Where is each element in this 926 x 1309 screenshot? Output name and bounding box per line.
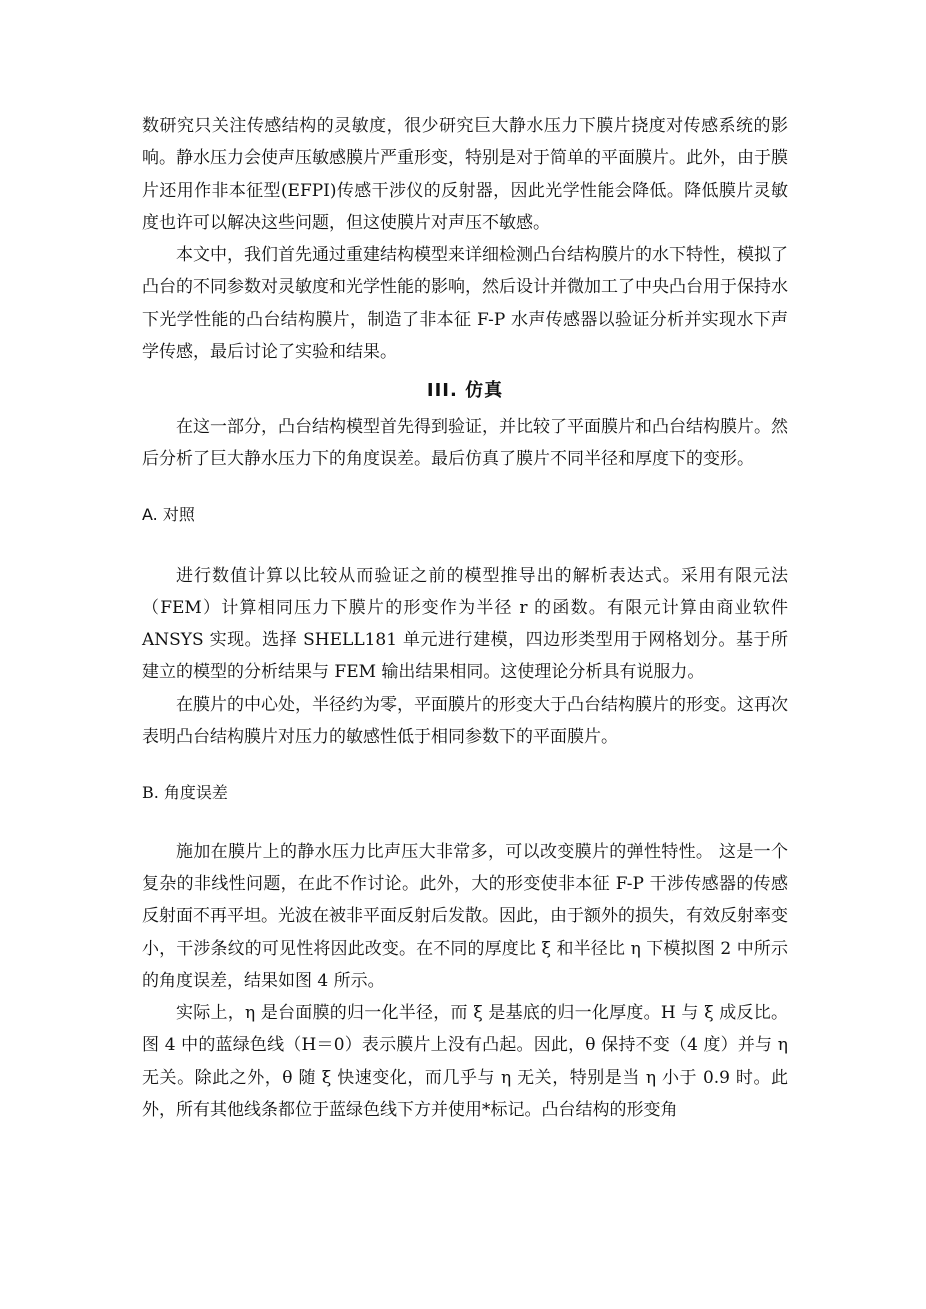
subsection-heading-a: A. 对照: [142, 505, 195, 525]
subsection-heading-b: B. 角度误差: [142, 783, 228, 803]
paper-page: [142, 110, 788, 1126]
section-title-simulation: III. 仿真: [426, 380, 504, 402]
subsection-a-paragraph-2: 在膜片的中心处，半径约为零，平面膜片的形变大于凸台结构膜片的形变。这再次表明凸台结构膜片对压力的敏感性低于相同参数下的平面膜片。: [142, 694, 788, 748]
section-simulation-paragraph: 在这一部分，凸台结构模型首先得到验证，并比较了平面膜片和凸台结构膜片。然后分析了巨大静水压力下的角度误差。最后仿真了膜片不同半径和厚度下的变形。: [142, 416, 788, 469]
subsection-a-paragraph-1: 进行数值计算以比较从而验证之前的模型推导出的解析表达式。采用有限元法（FEM）计算相同压力下膜片的形变作为半径 r 的函数。有限元计算由商业软件 ANSYS 实现。选择 SHELL181 单元进行建模，四边形类型用于网格划分。基于所建立的模型的分析结果与 FEM 输出结果相同。这使理论分析具有说服力。: [142, 565, 788, 683]
subsection-b-paragraph-2: 实际上，η 是台面膜的归一化半径，而 ξ 是基底的归一化厚度。H 与 ξ 成反比。图 4 中的蓝绿色线（H＝0）表示膜片上没有凸起。因此，θ 保持不变（4 度）并与 η 无关。除此之外，θ 随 ξ 快速变化，而几乎与 η 无关，特别是当 η 小于 0.9 时。此外，所有其他线条都位于蓝绿色线下方并使用*标记。凸台结构的形变角: [142, 1003, 788, 1121]
subsection-b-paragraph-1: 施加在膜片上的静水压力比声压大非常多，可以改变膜片的弹性特性。 这是一个复杂的非线性问题，在此不作讨论。此外，大的形变使非本征 F-P 干涉传感器的传感反射面不再平坦。光波在被非平面反射后发散。因此，由于额外的损失，有效反射率变小，干涉条纹的可见性将因此改变。在不同的厚度比 ξ 和半径比 η 下模拟图 2 中所示的角度误差，结果如图 4 所示。: [142, 841, 788, 991]
intro-paragraph-continued: 数研究只关注传感结构的灵敏度，很少研究巨大静水压力下膜片挠度对传感系统的影响。静水压力会使声压敏感膜片严重形变，特别是对于简单的平面膜片。此外，由于膜片还用作非本征型(EFPI)传感干涉仪的反射器，因此光学性能会降低。降低膜片灵敏度也许可以解决这些问题，但这使膜片对声压不敏感。: [142, 116, 788, 233]
intro-paragraph-outline: 本文中，我们首先通过重建结构模型来详细检测凸台结构膜片的水下特性，模拟了凸台的不同参数对灵敏度和光学性能的影响，然后设计并微加工了中央凸台用于保持水下光学性能的凸台结构膜片，制造了非本征 F-P 水声传感器以验证分析并实现水下声学传感，最后讨论了实验和结果。: [142, 245, 788, 363]
